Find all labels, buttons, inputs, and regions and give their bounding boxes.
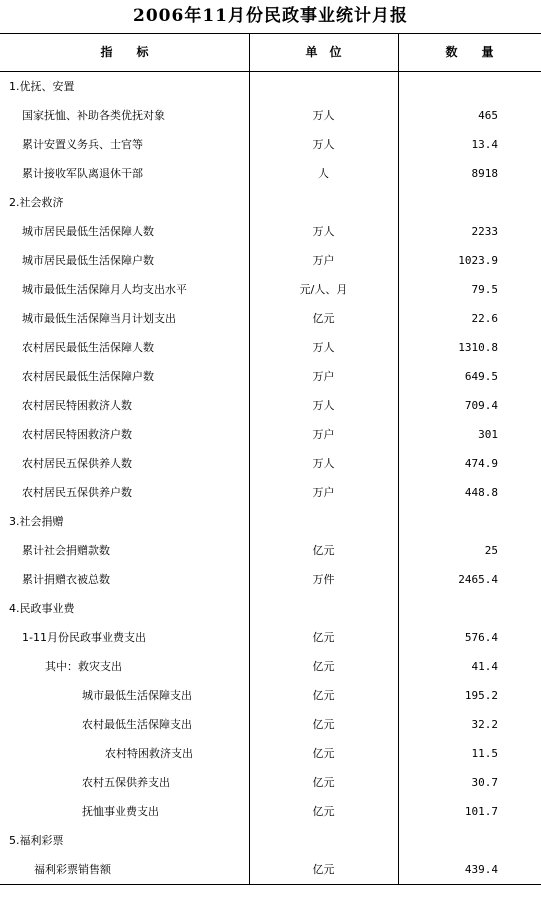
amount-cell: 465 <box>478 109 498 122</box>
unit-cell: 亿元 <box>312 660 335 673</box>
table-row <box>0 217 541 246</box>
amount-cell: 474.9 <box>464 457 498 470</box>
table-row <box>0 275 541 304</box>
section-heading-row <box>0 594 541 623</box>
indicator-name: 1-11月份民政事业费支出 <box>22 631 146 644</box>
indicator-name: 抚恤事业费支出 <box>82 805 159 818</box>
table-row <box>0 391 541 420</box>
table-row <box>0 623 541 652</box>
indicator-name: 累计安置义务兵、士官等 <box>22 138 143 151</box>
unit-cell: 亿元 <box>312 718 335 731</box>
indicator-name: 城市最低生活保障当月计划支出 <box>22 312 176 325</box>
indicator-name: 农村居民五保供养户数 <box>22 486 132 499</box>
section-heading-row <box>0 188 541 217</box>
indicator-name: 累计接收军队离退休干部 <box>22 167 143 180</box>
unit-cell: 元/人、月 <box>299 283 348 296</box>
unit-cell <box>249 594 398 623</box>
amount-cell: 8918 <box>471 167 498 180</box>
unit-cell: 万人 <box>312 225 335 238</box>
indicator-name: 城市居民最低生活保障户数 <box>22 254 154 267</box>
amount-cell: 709.4 <box>464 399 498 412</box>
unit-cell: 万人 <box>312 138 335 151</box>
amount-cell: 195.2 <box>464 689 498 702</box>
table-row <box>0 855 541 884</box>
table-bottom-border <box>0 884 541 885</box>
indicator-name: 农村居民最低生活保障人数 <box>22 341 154 354</box>
table-row <box>0 739 541 768</box>
header-amount: 数 量 <box>445 45 494 59</box>
amount-cell: 25 <box>484 544 498 557</box>
amount-cell: 2233 <box>471 225 498 238</box>
unit-cell: 亿元 <box>312 631 335 644</box>
amount-cell: 649.5 <box>464 370 498 383</box>
unit-cell: 亿元 <box>312 805 335 818</box>
amount-cell: 1023.9 <box>458 254 498 267</box>
table-row <box>0 565 541 594</box>
indicator-name: 国家抚恤、补助各类优抚对象 <box>22 109 165 122</box>
amount-cell: 13.4 <box>471 138 498 151</box>
unit-cell <box>249 72 398 101</box>
indicator-name: 城市居民最低生活保障人数 <box>22 225 154 238</box>
table-row <box>0 420 541 449</box>
amount-cell: 301 <box>478 428 498 441</box>
amount-cell: 22.6 <box>471 312 498 325</box>
amount-cell <box>398 72 498 101</box>
amount-cell: 32.2 <box>471 718 498 731</box>
table-row <box>0 333 541 362</box>
header-unit: 单 位 <box>305 45 342 59</box>
amount-cell <box>398 507 498 536</box>
indicator-name: 福利彩票销售额 <box>34 863 111 876</box>
amount-cell: 11.5 <box>471 747 498 760</box>
indicator-name: 5.福利彩票 <box>9 834 64 847</box>
table-row <box>0 449 541 478</box>
unit-cell: 亿元 <box>312 312 335 325</box>
table-row <box>0 652 541 681</box>
indicator-name: 2.社会救济 <box>9 196 64 209</box>
unit-cell: 万户 <box>312 370 335 383</box>
amount-cell: 576.4 <box>464 631 498 644</box>
amount-cell: 439.4 <box>464 863 498 876</box>
unit-cell: 万户 <box>312 254 335 267</box>
table-row <box>0 362 541 391</box>
indicator-name: 1.优抚、安置 <box>9 80 75 93</box>
table-row <box>0 478 541 507</box>
indicator-name: 农村居民特困救济人数 <box>22 399 132 412</box>
statistics-table <box>0 34 541 884</box>
table-header <box>0 34 541 71</box>
unit-cell <box>249 188 398 217</box>
table-row <box>0 159 541 188</box>
indicator-name: 农村五保供养支出 <box>82 776 170 789</box>
amount-cell: 79.5 <box>471 283 498 296</box>
unit-cell: 万户 <box>312 486 335 499</box>
indicator-name: 累计社会捐赠款数 <box>22 544 110 557</box>
table-row <box>0 797 541 826</box>
indicator-name: 农村居民特困救济户数 <box>22 428 132 441</box>
unit-cell: 亿元 <box>312 863 335 876</box>
table-row <box>0 681 541 710</box>
unit-cell: 亿元 <box>312 776 335 789</box>
table-row <box>0 536 541 565</box>
amount-cell: 101.7 <box>464 805 498 818</box>
indicator-name: 3.社会捐赠 <box>9 515 64 528</box>
unit-cell <box>249 507 398 536</box>
unit-cell: 万人 <box>312 399 335 412</box>
table-row <box>0 768 541 797</box>
indicator-name: 农村最低生活保障支出 <box>82 718 192 731</box>
table-row <box>0 101 541 130</box>
unit-cell: 亿元 <box>312 747 335 760</box>
amount-cell <box>398 188 498 217</box>
indicator-name: 农村居民五保供养人数 <box>22 457 132 470</box>
indicator-name: 4.民政事业费 <box>9 602 75 615</box>
amount-cell: 1310.8 <box>458 341 498 354</box>
indicator-name: 农村居民最低生活保障户数 <box>22 370 154 383</box>
unit-cell: 万人 <box>312 457 335 470</box>
table-row <box>0 130 541 159</box>
table-row <box>0 710 541 739</box>
amount-cell: 448.8 <box>464 486 498 499</box>
amount-cell: 41.4 <box>471 660 498 673</box>
report-title: 2006年11月份民政事业统计月报 <box>133 6 408 26</box>
unit-cell <box>249 826 398 855</box>
indicator-name: 农村特困救济支出 <box>105 747 193 760</box>
indicator-name: 城市最低生活保障支出 <box>82 689 192 702</box>
section-heading-row <box>0 507 541 536</box>
unit-cell: 万户 <box>312 428 335 441</box>
unit-cell: 亿元 <box>312 544 335 557</box>
unit-cell: 亿元 <box>312 689 335 702</box>
indicator-name: 其中：救灾支出 <box>45 660 122 673</box>
header-indicator: 指 标 <box>100 45 149 59</box>
section-heading-row <box>0 826 541 855</box>
unit-cell: 万件 <box>312 573 335 586</box>
table-row <box>0 246 541 275</box>
amount-cell: 30.7 <box>471 776 498 789</box>
unit-cell: 万人 <box>312 109 335 122</box>
table-row <box>0 304 541 333</box>
unit-cell: 万人 <box>312 341 335 354</box>
indicator-name: 城市最低生活保障月人均支出水平 <box>22 283 187 296</box>
section-heading-row <box>0 72 541 101</box>
amount-cell: 2465.4 <box>458 573 498 586</box>
indicator-name: 累计捐赠衣被总数 <box>22 573 110 586</box>
unit-cell: 人 <box>318 167 329 180</box>
amount-cell <box>398 594 498 623</box>
amount-cell <box>398 826 498 855</box>
